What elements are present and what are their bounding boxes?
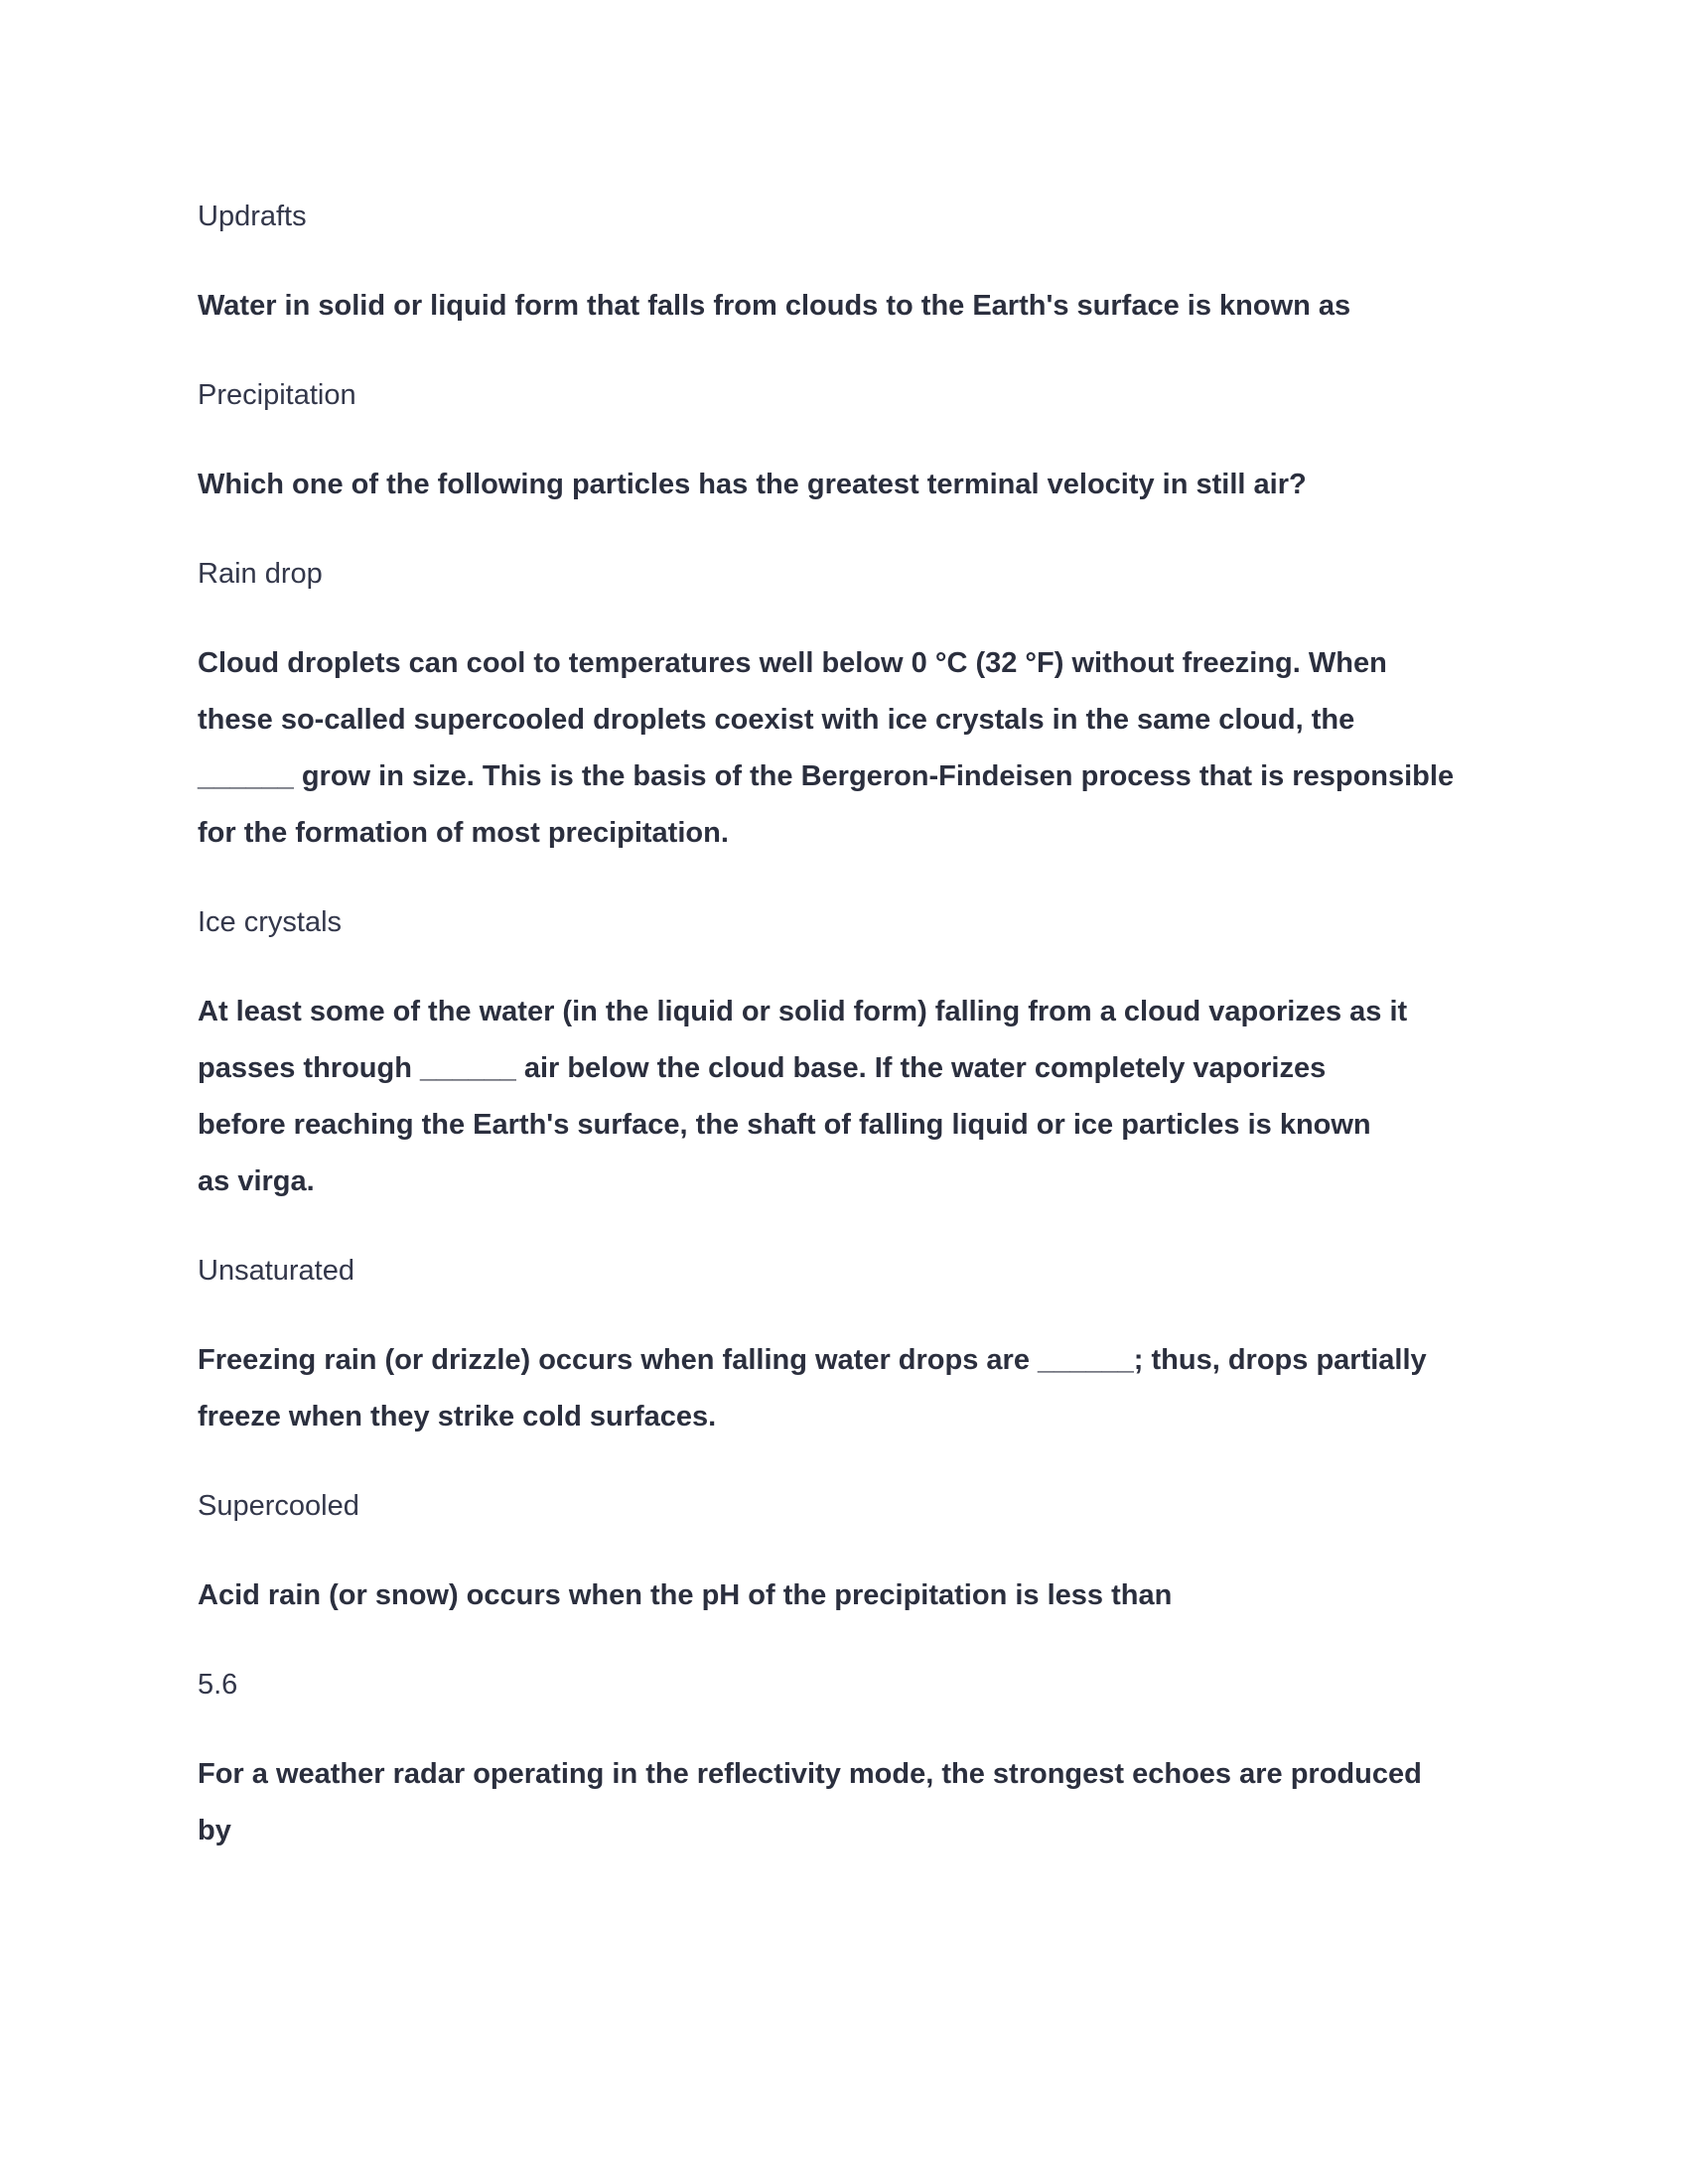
answer-text: Updrafts xyxy=(198,201,307,232)
question-text: Which one of the following particles has the greatest terminal velocity in still air? xyxy=(198,469,1307,500)
question-text: Acid rain (or snow) occurs when the pH of the precipitation is less than xyxy=(198,1579,1173,1611)
answer-text: Ice crystals xyxy=(198,906,343,938)
answer-text: Precipitation xyxy=(198,379,356,411)
answer-text: Unsaturated xyxy=(198,1255,354,1287)
question-text: Freezing rain (or drizzle) occurs when falling water drops are ______; thus, drops partially freeze when they strike cold surfaces. xyxy=(198,1344,1427,1433)
question-text: Water in solid or liquid form that falls from clouds to the Earth's surface is known as xyxy=(198,290,1351,322)
answer-text: 5.6 xyxy=(198,1669,238,1701)
answer-text: Rain drop xyxy=(198,558,323,590)
document-page xyxy=(198,189,1488,1892)
answer-text: Supercooled xyxy=(198,1490,359,1522)
question-text: At least some of the water (in the liquid or solid form) falling from a cloud vaporizes as it passes through ______ air below the cloud base. If the water completely vaporizes before reaching the Earth's surface, the shaft of falling liquid or ice particles is known as virga. xyxy=(198,996,1408,1197)
question-text: For a weather radar operating in the reflectivity mode, the strongest echoes are produced by xyxy=(198,1758,1422,1846)
question-text: Cloud droplets can cool to temperatures well below 0 °C (32 °F) without freezing. When these so-called supercooled droplets coexist with ice crystals in the same cloud, the ______ grow in size. This is the basis of the Bergeron-Findeisen process that is responsible for the formation of most precipitation. xyxy=(198,647,1455,849)
